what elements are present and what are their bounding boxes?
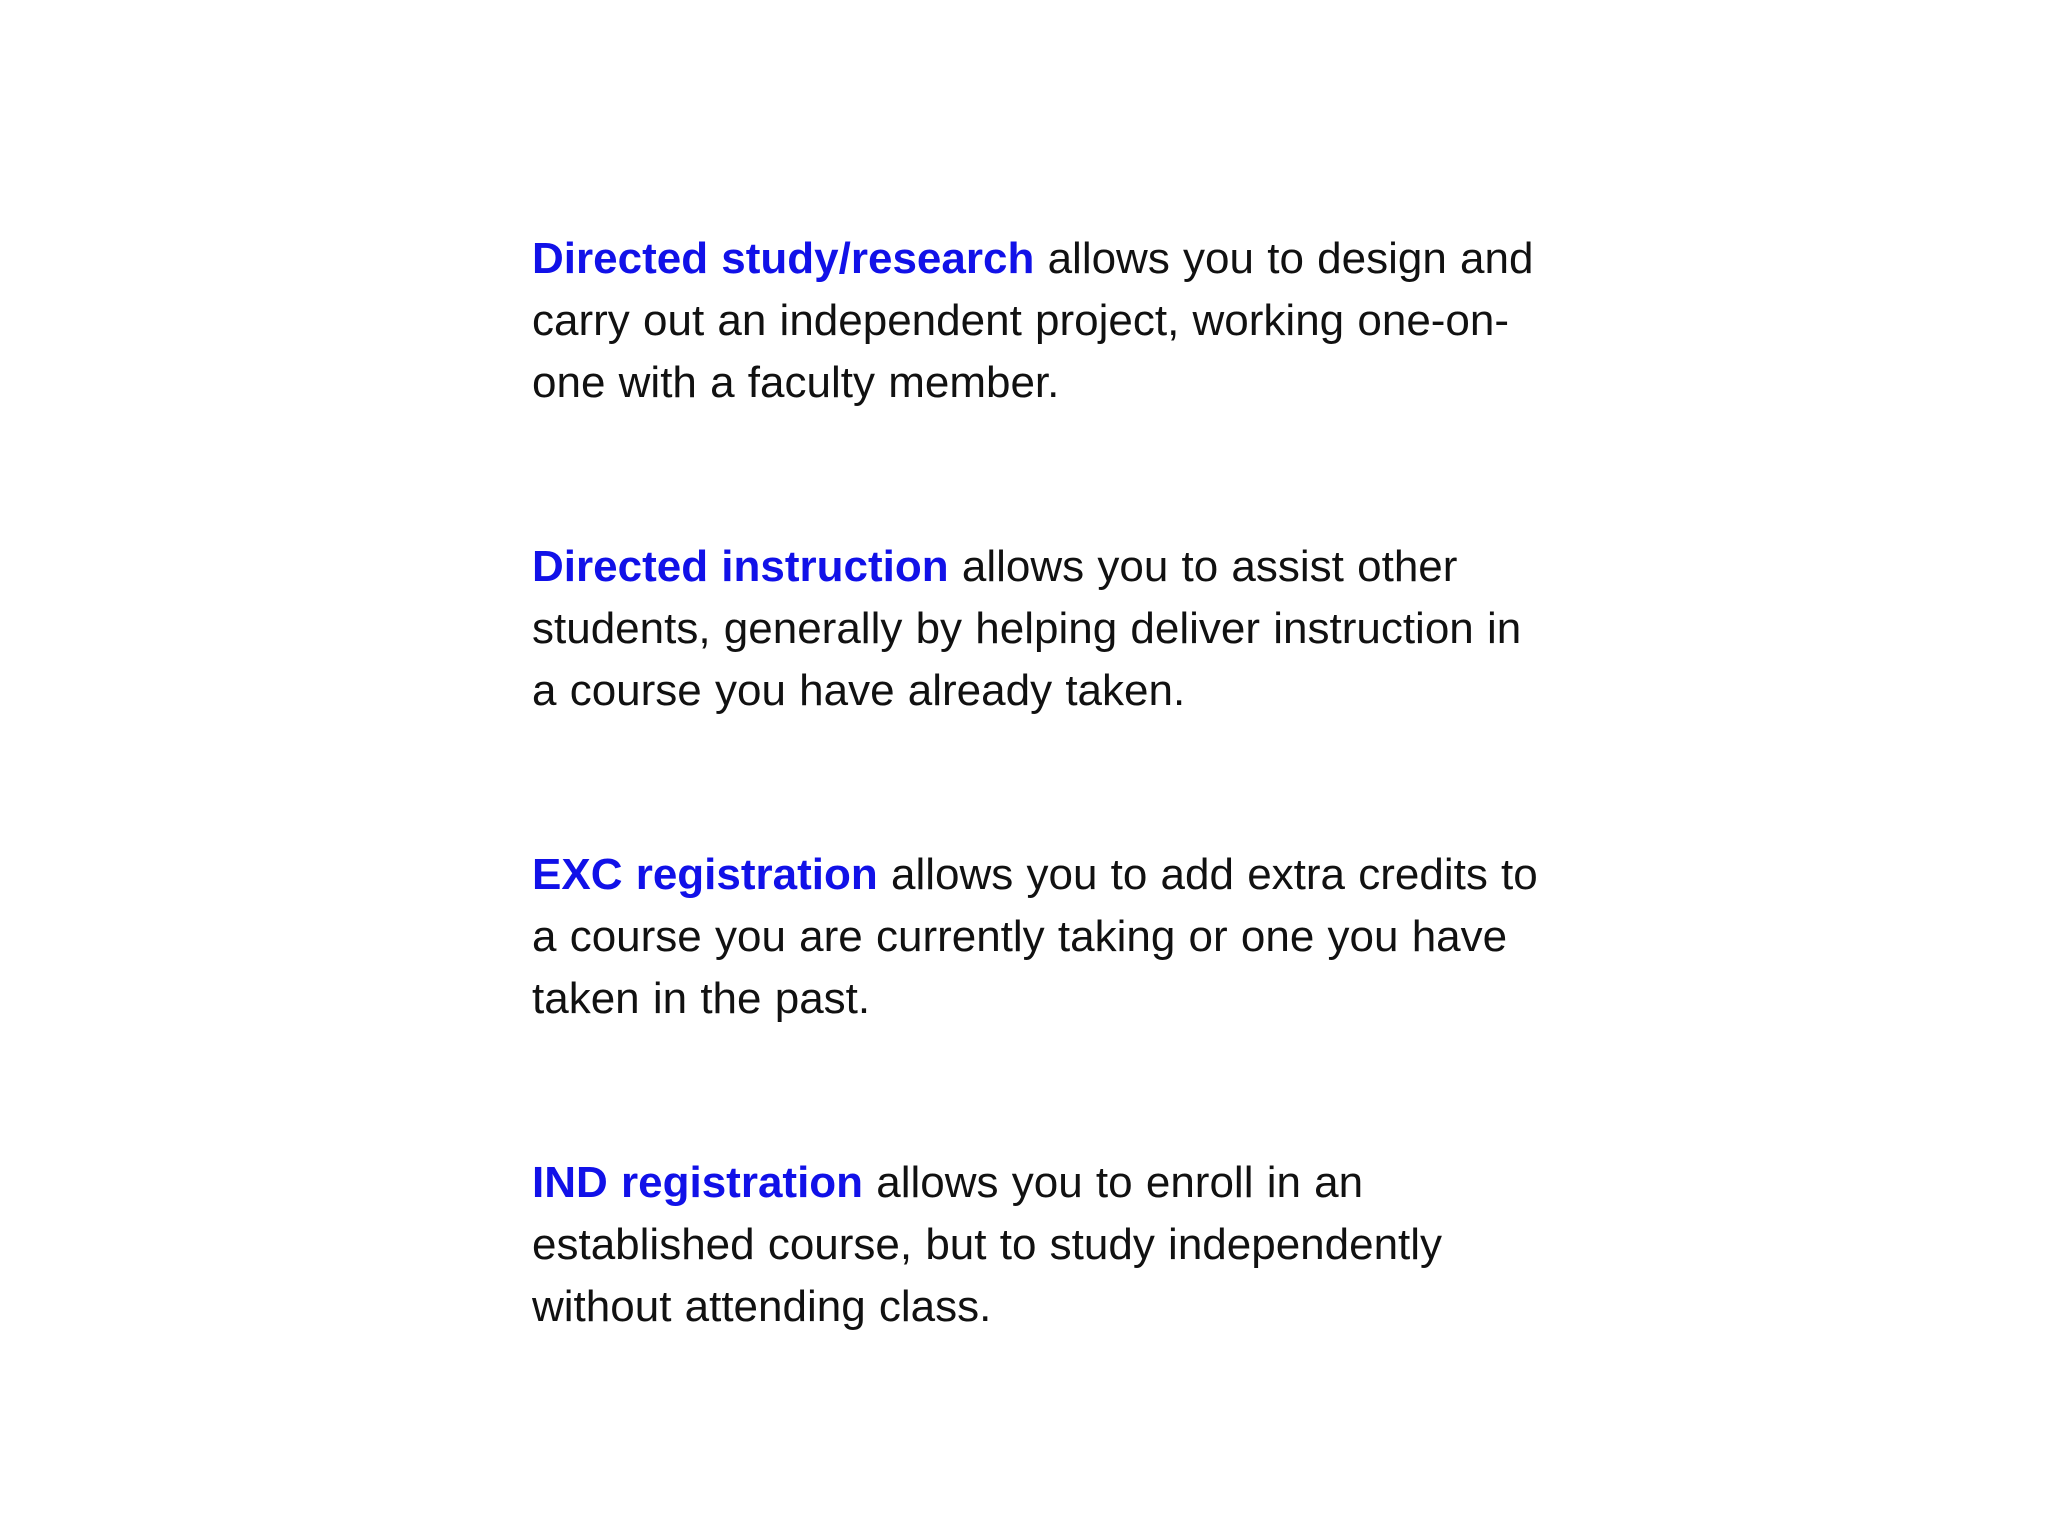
description: allows you to design and carry out an independent project, working one-on-one with a faculty member. [532, 234, 1534, 407]
term: IND registration [532, 1158, 864, 1207]
term: Directed study/research [532, 234, 1035, 283]
description: allows you to add extra credits to a course you are currently taking or one you have taken in the past. [532, 850, 1538, 1023]
definition-ind-registration [532, 1152, 1542, 1338]
definition-directed-study [532, 228, 1542, 414]
description: allows you to assist other students, generally by helping deliver instruction in a course you have already taken. [532, 542, 1522, 715]
description: allows you to enroll in an established course, but to study independently without attending class. [532, 1158, 1443, 1331]
definition-list [532, 228, 1542, 1338]
term: EXC registration [532, 850, 878, 899]
definition-exc-registration [532, 844, 1542, 1030]
term: Directed instruction [532, 542, 949, 591]
definition-directed-instruction [532, 536, 1542, 722]
